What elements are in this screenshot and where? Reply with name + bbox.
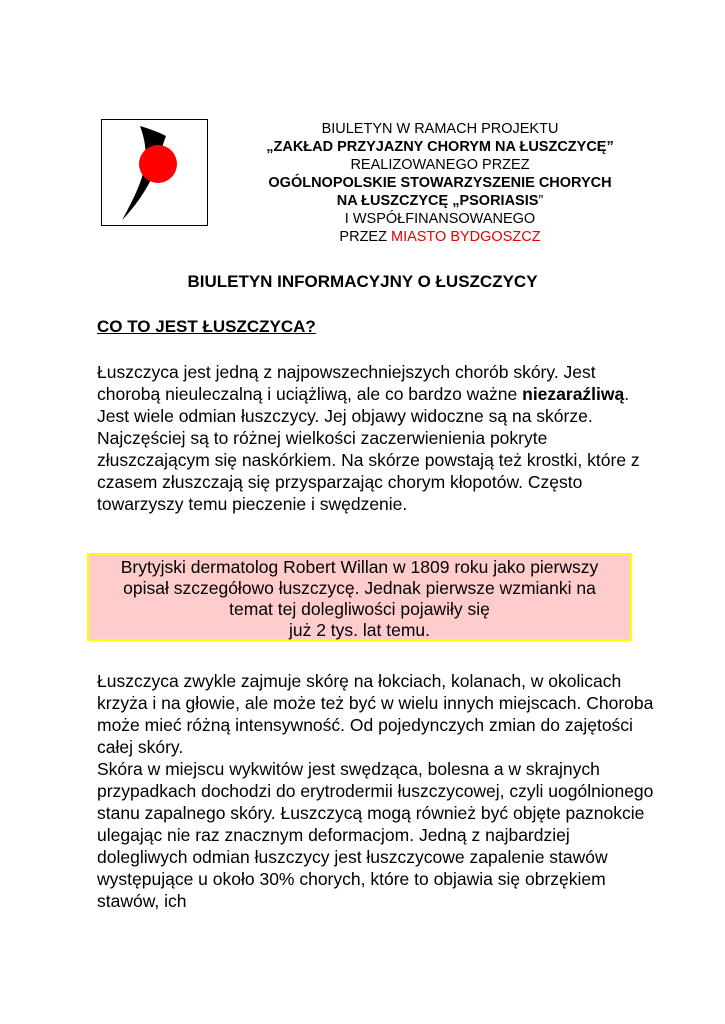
header-line-5 (240, 192, 640, 210)
highlight-line-4: już 2 tys. lat temu. (288, 620, 431, 640)
para2-text2: Skóra w miejscu wykwitów jest swędząca, bolesna a w skrajnych przypadkach dochodzi do erytrodermii łuszczycowej, czyli uogólnionego stanu zapalnego skóry. Łuszczycą mogą również być objęte paznokcie ulegając nie raz znacznym deformacjom. Jedną z najbardziej dolegliwych odmian łuszczycy jest łuszczycowe zapalenie stawów występujące u około 30% chorych, które to objawia się obrzękiem stawów, ich (97, 759, 654, 911)
para1-part1: Łuszczyca jest jedną z najpowszechniejszych chorób skóry. Jest chorobą nieuleczalną i uciążliwą, ale co bardzo ważne (97, 362, 596, 404)
psoriasis-logo-icon (102, 120, 207, 225)
highlight-line-1: Brytyjski dermatolog Robert Willan w 1809 roku jako pierwszy (120, 557, 599, 577)
header-line-5-main: NA ŁUSZCZYCĘ „PSORIASIS (336, 193, 539, 209)
header-line-5-quote: ” (538, 193, 544, 209)
header-line-6: I WSPÓŁFINANSOWANEGO (344, 211, 536, 227)
section-heading: CO TO JEST ŁUSZCZYCA? (97, 317, 316, 336)
header-line-3: REALIZOWANEGO PRZEZ (350, 157, 530, 173)
header-line-2: „ZAKŁAD PRZYJAZNY CHORYM NA ŁUSZCZYCĘ” (266, 139, 614, 155)
para2-text1: Łuszczyca zwykle zajmuje skórę na łokciach, kolanach, w okolicach krzyża i na głowie, ale może też być w wielu innych miejscach. Choroba może mieć różną intensywność. Od pojedynczych zmian do zajętości całej skóry. (97, 671, 654, 757)
project-header (240, 120, 640, 246)
paragraph-symptoms (97, 670, 657, 912)
header-line-7-prefix: PRZEZ (339, 229, 391, 245)
header-line-7 (240, 228, 640, 246)
header-line-4: OGÓLNOPOLSKIE STOWARZYSZENIE CHORYCH (268, 175, 612, 191)
paragraph-intro (97, 361, 657, 515)
header-city: MIASTO BYDGOSZCZ (390, 229, 541, 245)
highlight-line-3: temat tej dolegliwości pojawiły się (229, 599, 490, 619)
header-line-1: BIULETYN W RAMACH PROJEKTU (321, 121, 559, 137)
para1-part2: . Jest wiele odmian łuszczycy. Jej objawy widoczne są na skórze. Najczęściej są to różnej wielkości zaczerwienienia pokryte złuszczającym się naskórkiem. Na skórze powstają też krostki, które z czasem złuszczają się przysparzając chorym kłopotów. Często towarzyszy temu pieczenie i swędzenie. (97, 384, 640, 514)
logo-frame (101, 119, 208, 226)
bulletin-title: BIULETYN INFORMACYJNY O ŁUSZCZYCY (187, 272, 538, 291)
history-highlight-box (87, 553, 632, 641)
para1-bold: niezaraźliwą (522, 384, 625, 404)
highlight-line-2: opisał szczegółowo łuszczycę. Jednak pierwsze wzmianki na (123, 578, 596, 598)
